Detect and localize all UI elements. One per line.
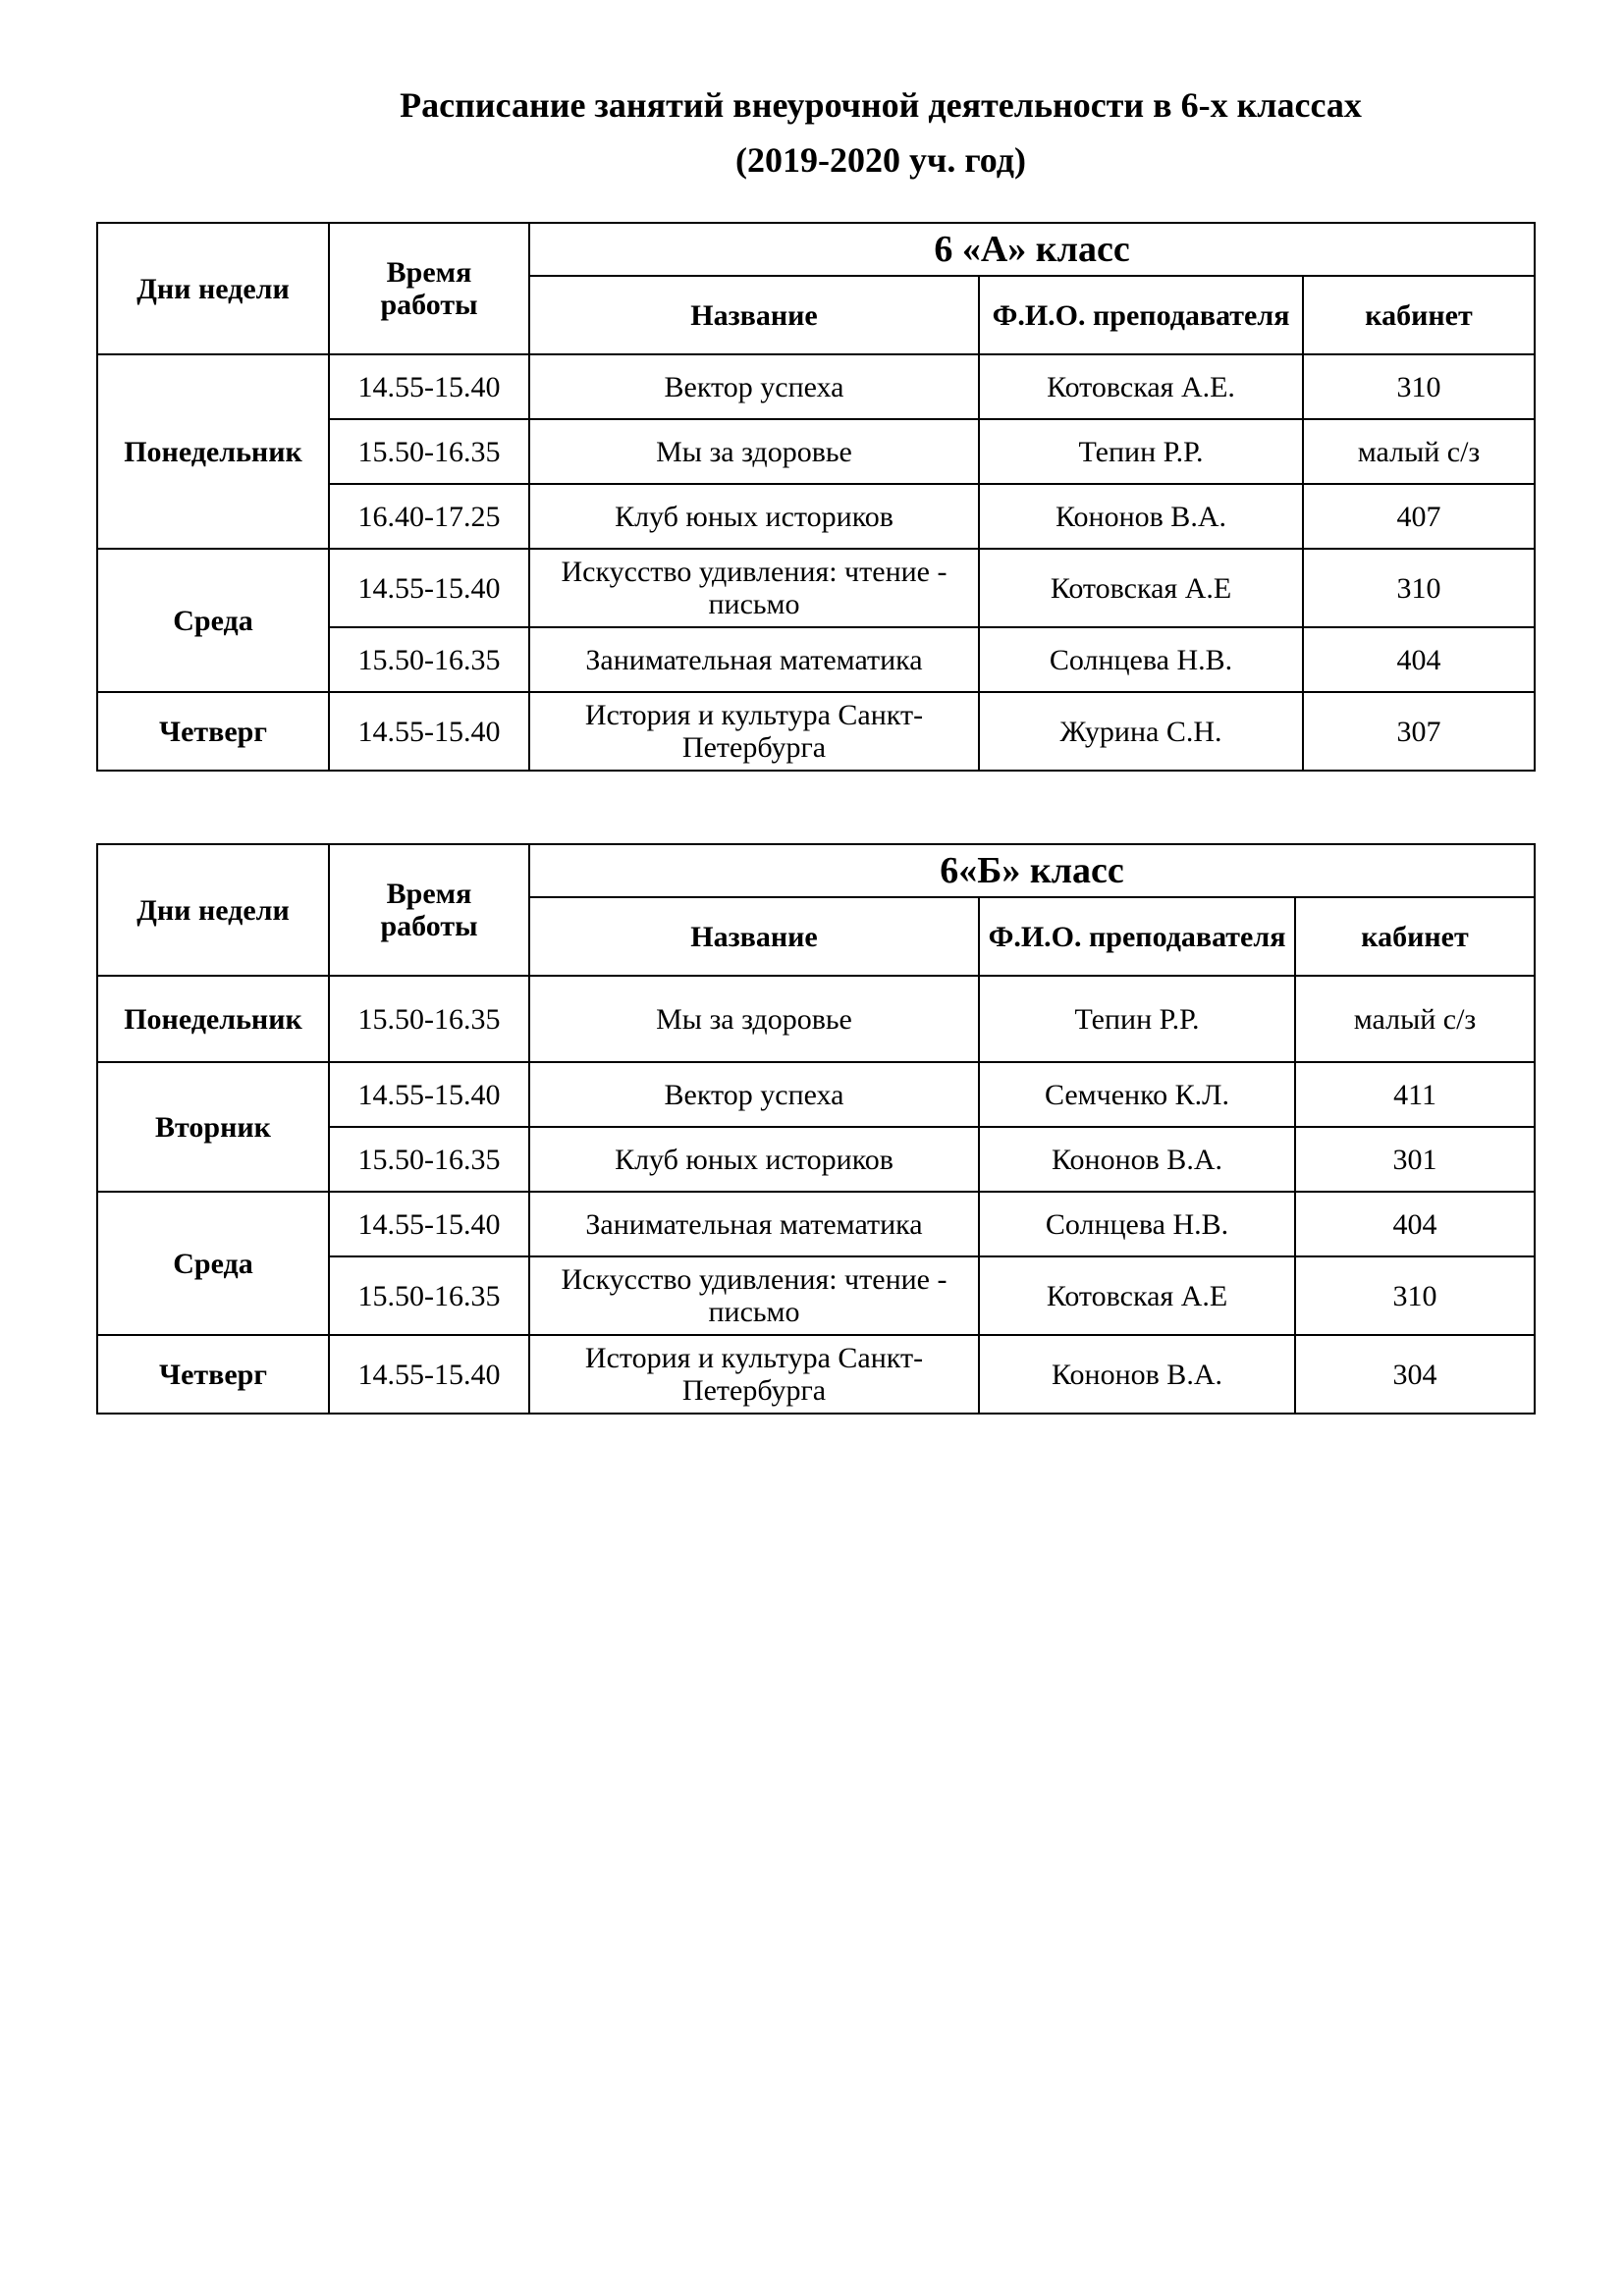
room-cell: малый с/з bbox=[1295, 976, 1535, 1062]
time-cell: 15.50-16.35 bbox=[329, 976, 529, 1062]
activity-cell: Клуб юных историков bbox=[529, 484, 979, 549]
room-cell: 310 bbox=[1295, 1256, 1535, 1335]
time-cell: 14.55-15.40 bbox=[329, 1335, 529, 1414]
teacher-cell: Котовская А.Е bbox=[979, 1256, 1295, 1335]
activity-cell: Искусство удивления: чтение - письмо bbox=[529, 549, 979, 627]
table-row bbox=[97, 976, 1535, 1062]
activity-cell: Клуб юных историков bbox=[529, 1127, 979, 1192]
header-teacher: Ф.И.О. преподавателя bbox=[979, 276, 1303, 354]
activity-cell: Искусство удивления: чтение - письмо bbox=[529, 1256, 979, 1335]
time-cell: 14.55-15.40 bbox=[329, 692, 529, 771]
activity-cell: Мы за здоровье bbox=[529, 419, 979, 484]
table-row bbox=[97, 549, 1535, 627]
time-cell: 14.55-15.40 bbox=[329, 1062, 529, 1127]
table-row bbox=[97, 354, 1535, 419]
day-cell: Четверг bbox=[97, 1335, 329, 1414]
day-cell: Понедельник bbox=[97, 354, 329, 549]
time-cell: 14.55-15.40 bbox=[329, 549, 529, 627]
header-name: Название bbox=[529, 276, 979, 354]
header-time: Время работы bbox=[329, 844, 529, 976]
time-cell: 14.55-15.40 bbox=[329, 354, 529, 419]
room-cell: 310 bbox=[1303, 354, 1535, 419]
time-cell: 15.50-16.35 bbox=[329, 627, 529, 692]
class-name: 6 «А» класс bbox=[529, 223, 1535, 276]
room-cell: малый с/з bbox=[1303, 419, 1535, 484]
activity-cell: История и культура Санкт-Петербурга bbox=[529, 692, 979, 771]
room-cell: 304 bbox=[1295, 1335, 1535, 1414]
teacher-cell: Кононов В.А. bbox=[979, 1335, 1295, 1414]
room-cell: 307 bbox=[1303, 692, 1535, 771]
room-cell: 310 bbox=[1303, 549, 1535, 627]
teacher-cell: Котовская А.Е. bbox=[979, 354, 1303, 419]
activity-cell: Вектор успеха bbox=[529, 354, 979, 419]
day-cell: Вторник bbox=[97, 1062, 329, 1192]
header-room: кабинет bbox=[1303, 276, 1535, 354]
table-row bbox=[97, 1062, 1535, 1127]
teacher-cell: Кононов В.А. bbox=[979, 484, 1303, 549]
table-row bbox=[97, 1335, 1535, 1414]
day-cell: Среда bbox=[97, 549, 329, 692]
header-room: кабинет bbox=[1295, 897, 1535, 976]
activity-cell: Вектор успеха bbox=[529, 1062, 979, 1127]
schedule-table-6a bbox=[96, 222, 1536, 772]
activity-cell: Мы за здоровье bbox=[529, 976, 979, 1062]
time-cell: 15.50-16.35 bbox=[329, 419, 529, 484]
teacher-cell: Кононов В.А. bbox=[979, 1127, 1295, 1192]
time-cell: 16.40-17.25 bbox=[329, 484, 529, 549]
header-day: Дни недели bbox=[97, 844, 329, 976]
header-name: Название bbox=[529, 897, 979, 976]
time-cell: 15.50-16.35 bbox=[329, 1256, 529, 1335]
day-cell: Понедельник bbox=[97, 976, 329, 1062]
activity-cell: История и культура Санкт-Петербурга bbox=[529, 1335, 979, 1414]
teacher-cell: Солнцева Н.В. bbox=[979, 627, 1303, 692]
activity-cell: Занимательная математика bbox=[529, 627, 979, 692]
time-cell: 14.55-15.40 bbox=[329, 1192, 529, 1256]
room-cell: 404 bbox=[1303, 627, 1535, 692]
teacher-cell: Журина С.Н. bbox=[979, 692, 1303, 771]
room-cell: 407 bbox=[1303, 484, 1535, 549]
schedule-table-6b bbox=[96, 843, 1536, 1415]
teacher-cell: Котовская А.Е bbox=[979, 549, 1303, 627]
day-cell: Четверг bbox=[97, 692, 329, 771]
day-cell: Среда bbox=[97, 1192, 329, 1335]
teacher-cell: Солнцева Н.В. bbox=[979, 1192, 1295, 1256]
teacher-cell: Тепин Р.Р. bbox=[979, 976, 1295, 1062]
teacher-cell: Семченко К.Л. bbox=[979, 1062, 1295, 1127]
page-title: Расписание занятий внеурочной деятельности в 6-х классах bbox=[400, 85, 1362, 125]
room-cell: 411 bbox=[1295, 1062, 1535, 1127]
activity-cell: Занимательная математика bbox=[529, 1192, 979, 1256]
table-row bbox=[97, 1192, 1535, 1256]
class-name: 6«Б» класс bbox=[529, 844, 1535, 897]
time-cell: 15.50-16.35 bbox=[329, 1127, 529, 1192]
header-day: Дни недели bbox=[97, 223, 329, 354]
room-cell: 301 bbox=[1295, 1127, 1535, 1192]
teacher-cell: Тепин Р.Р. bbox=[979, 419, 1303, 484]
room-cell: 404 bbox=[1295, 1192, 1535, 1256]
page-subtitle: (2019-2020 уч. год) bbox=[735, 140, 1026, 180]
table-row bbox=[97, 692, 1535, 771]
header-time: Время работы bbox=[329, 223, 529, 354]
header-teacher: Ф.И.О. преподавателя bbox=[979, 897, 1295, 976]
